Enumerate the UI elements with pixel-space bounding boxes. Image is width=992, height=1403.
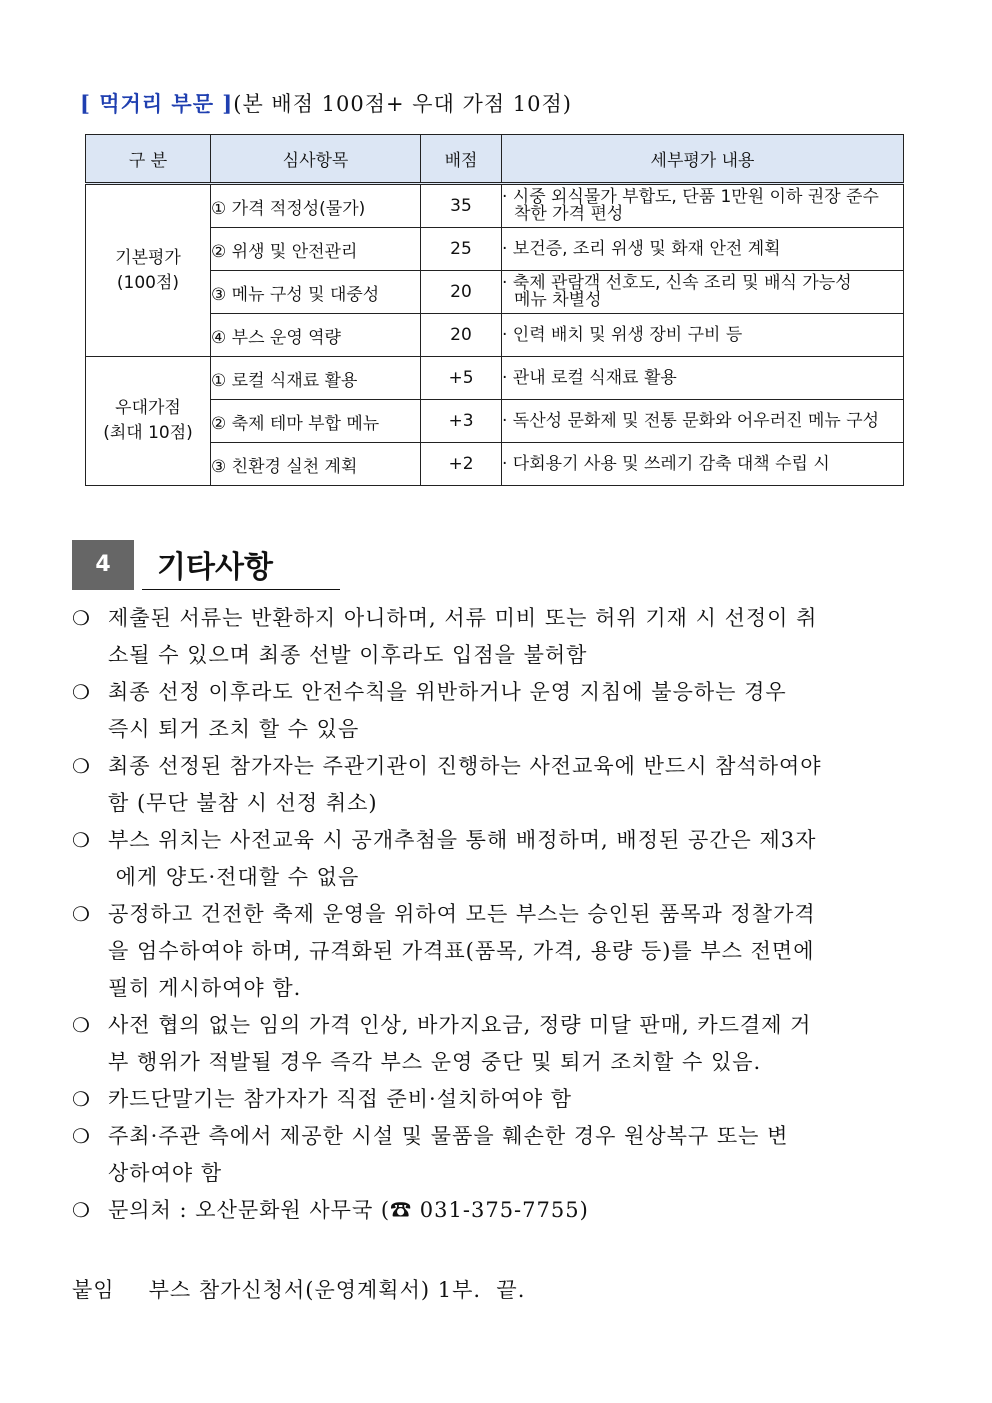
list-item-line: 부 행위가 적발될 경우 즉각 부스 운영 중단 및 퇴거 조치할 수 있음. xyxy=(108,1050,762,1074)
table-row xyxy=(86,357,904,400)
list-item-line: 상하여야 함 xyxy=(108,1161,223,1185)
list-item-line: 에게 양도·전대할 수 없음 xyxy=(108,865,360,889)
item-cell: ② 위생 및 안전관리 xyxy=(211,228,421,271)
list-item-line: 문의처 : 오산문화원 사무국 (☎ 031-375-7755) xyxy=(108,1198,589,1222)
list-item xyxy=(72,1007,922,1081)
category-cell xyxy=(86,184,211,357)
category-points: (최대 10점) xyxy=(103,423,193,443)
score-cell: 25 xyxy=(421,228,502,271)
list-item-line: 소될 수 있으며 최종 선발 이후라도 입점을 불허함 xyxy=(108,643,588,667)
category-cell xyxy=(86,357,211,486)
list-item xyxy=(72,1118,922,1192)
item-cell: ① 로컬 식재료 활용 xyxy=(211,357,421,400)
item-cell: ② 축제 테마 부합 메뉴 xyxy=(211,400,421,443)
detail-line: · 시중 외식물가 부합도, 단품 1만원 이하 권장 준수 xyxy=(502,187,879,207)
list-item-line: 즉시 퇴거 조치 할 수 있음 xyxy=(108,717,360,741)
score-cell: 20 xyxy=(421,271,502,314)
score-cell: +3 xyxy=(421,400,502,443)
list-item xyxy=(72,748,922,822)
list-item xyxy=(72,1192,922,1229)
detail-cell xyxy=(502,400,904,443)
bullet-circle-icon: ❍ xyxy=(72,1087,91,1111)
section-title xyxy=(80,88,572,118)
item-cell: ③ 친환경 실천 계획 xyxy=(211,443,421,486)
list-item-line: 카드단말기는 참가자가 직접 준비·설치하여야 함 xyxy=(108,1087,573,1111)
list-item-line: 사전 협의 없는 임의 가격 인상, 바가지요금, 정량 미달 판매, 카드결제 거 xyxy=(108,1013,812,1037)
bullet-circle-icon: ❍ xyxy=(72,606,91,630)
bullet-circle-icon: ❍ xyxy=(72,754,91,778)
table-header-row xyxy=(86,135,904,184)
list-item-line: 공정하고 건전한 축제 운영을 위하여 모든 부스는 승인된 품목과 정찰가격 xyxy=(108,902,816,926)
list-item-line: 부스 위치는 사전교육 시 공개추첨을 통해 배정하며, 배정된 공간은 제3자 xyxy=(108,828,817,852)
score-cell: +2 xyxy=(421,443,502,486)
header-score: 배점 xyxy=(421,135,502,184)
detail-line: · 관내 로컬 식재료 활용 xyxy=(502,367,677,388)
list-item xyxy=(72,1081,922,1118)
detail-line: 착한 가격 편성 xyxy=(514,204,624,224)
bullet-circle-icon: ❍ xyxy=(72,680,91,704)
category-name: 기본평가 xyxy=(115,247,181,268)
section-subtitle: (본 배점 100점+ 우대 가점 10점) xyxy=(233,92,572,116)
list-item xyxy=(72,674,922,748)
category-name: 우대가점 xyxy=(115,398,181,418)
detail-line: · 다회용기 사용 및 쓰레기 감축 대책 수립 시 xyxy=(502,453,830,474)
detail-line: · 독산성 문화제 및 전통 문화와 어우러진 메뉴 구성 xyxy=(502,410,880,431)
list-item xyxy=(72,896,922,1007)
chapter-number: 4 xyxy=(72,540,134,590)
bullet-circle-icon: ❍ xyxy=(72,828,91,852)
bullet-circle-icon: ❍ xyxy=(72,1013,91,1037)
score-cell: 20 xyxy=(421,314,502,357)
header-detail: 세부평가 내용 xyxy=(502,135,904,184)
attachment-label: 붙임 xyxy=(72,1278,115,1302)
bullet-circle-icon: ❍ xyxy=(72,902,91,926)
detail-cell xyxy=(502,184,904,228)
notice-list xyxy=(72,600,922,1229)
scoring-table xyxy=(85,134,904,486)
chapter-title: 기타사항 xyxy=(157,550,273,585)
list-item-line: 주최·주관 측에서 제공한 시설 및 물품을 훼손한 경우 원상복구 또는 변 xyxy=(108,1124,789,1148)
list-item-line: 필히 게시하여야 함. xyxy=(108,976,302,1000)
score-cell: 35 xyxy=(421,184,502,228)
detail-cell xyxy=(502,228,904,271)
table-row xyxy=(86,184,904,228)
category-points: (100점) xyxy=(116,272,180,293)
item-cell: ④ 부스 운영 역량 xyxy=(211,314,421,357)
list-item-line: 함 (무단 불참 시 선정 취소) xyxy=(108,791,378,815)
chapter-underline xyxy=(142,589,340,590)
detail-line: 메뉴 차별성 xyxy=(514,290,602,310)
bullet-circle-icon: ❍ xyxy=(72,1124,91,1148)
list-item xyxy=(72,822,922,896)
header-category: 구 분 xyxy=(86,135,211,184)
detail-line: · 축제 관람객 선호도, 신속 조리 및 배식 가능성 xyxy=(502,273,852,293)
item-cell: ① 가격 적정성(물가) xyxy=(211,184,421,228)
list-item-line: 제출된 서류는 반환하지 아니하며, 서류 미비 또는 허위 기재 시 선정이 취 xyxy=(108,606,818,630)
chapter-heading xyxy=(72,540,352,592)
detail-line: · 보건증, 조리 위생 및 화재 안전 계획 xyxy=(502,238,781,259)
section-tag: [ 먹거리 부문 ] xyxy=(80,91,234,116)
list-item-line: 최종 선정 이후라도 안전수칙을 위반하거나 운영 지침에 불응하는 경우 xyxy=(108,680,787,704)
list-item-line: 을 엄수하여야 하며, 규격화된 가격표(품목, 가격, 용량 등)를 부스 전면에 xyxy=(108,939,815,963)
bullet-circle-icon: ❍ xyxy=(72,1198,91,1222)
score-cell: +5 xyxy=(421,357,502,400)
detail-line: · 인력 배치 및 위생 장비 구비 등 xyxy=(502,324,743,345)
detail-cell xyxy=(502,271,904,314)
item-cell: ③ 메뉴 구성 및 대중성 xyxy=(211,271,421,314)
detail-cell xyxy=(502,443,904,486)
list-item xyxy=(72,600,922,674)
header-item: 심사항목 xyxy=(211,135,421,184)
attachment-text: 부스 참가신청서(운영계획서) 1부. 끝. xyxy=(148,1278,526,1302)
detail-cell xyxy=(502,314,904,357)
detail-cell xyxy=(502,357,904,400)
list-item-line: 최종 선정된 참가자는 주관기관이 진행하는 사전교육에 반드시 참석하여야 xyxy=(108,754,822,778)
attachment-line xyxy=(72,1274,525,1304)
